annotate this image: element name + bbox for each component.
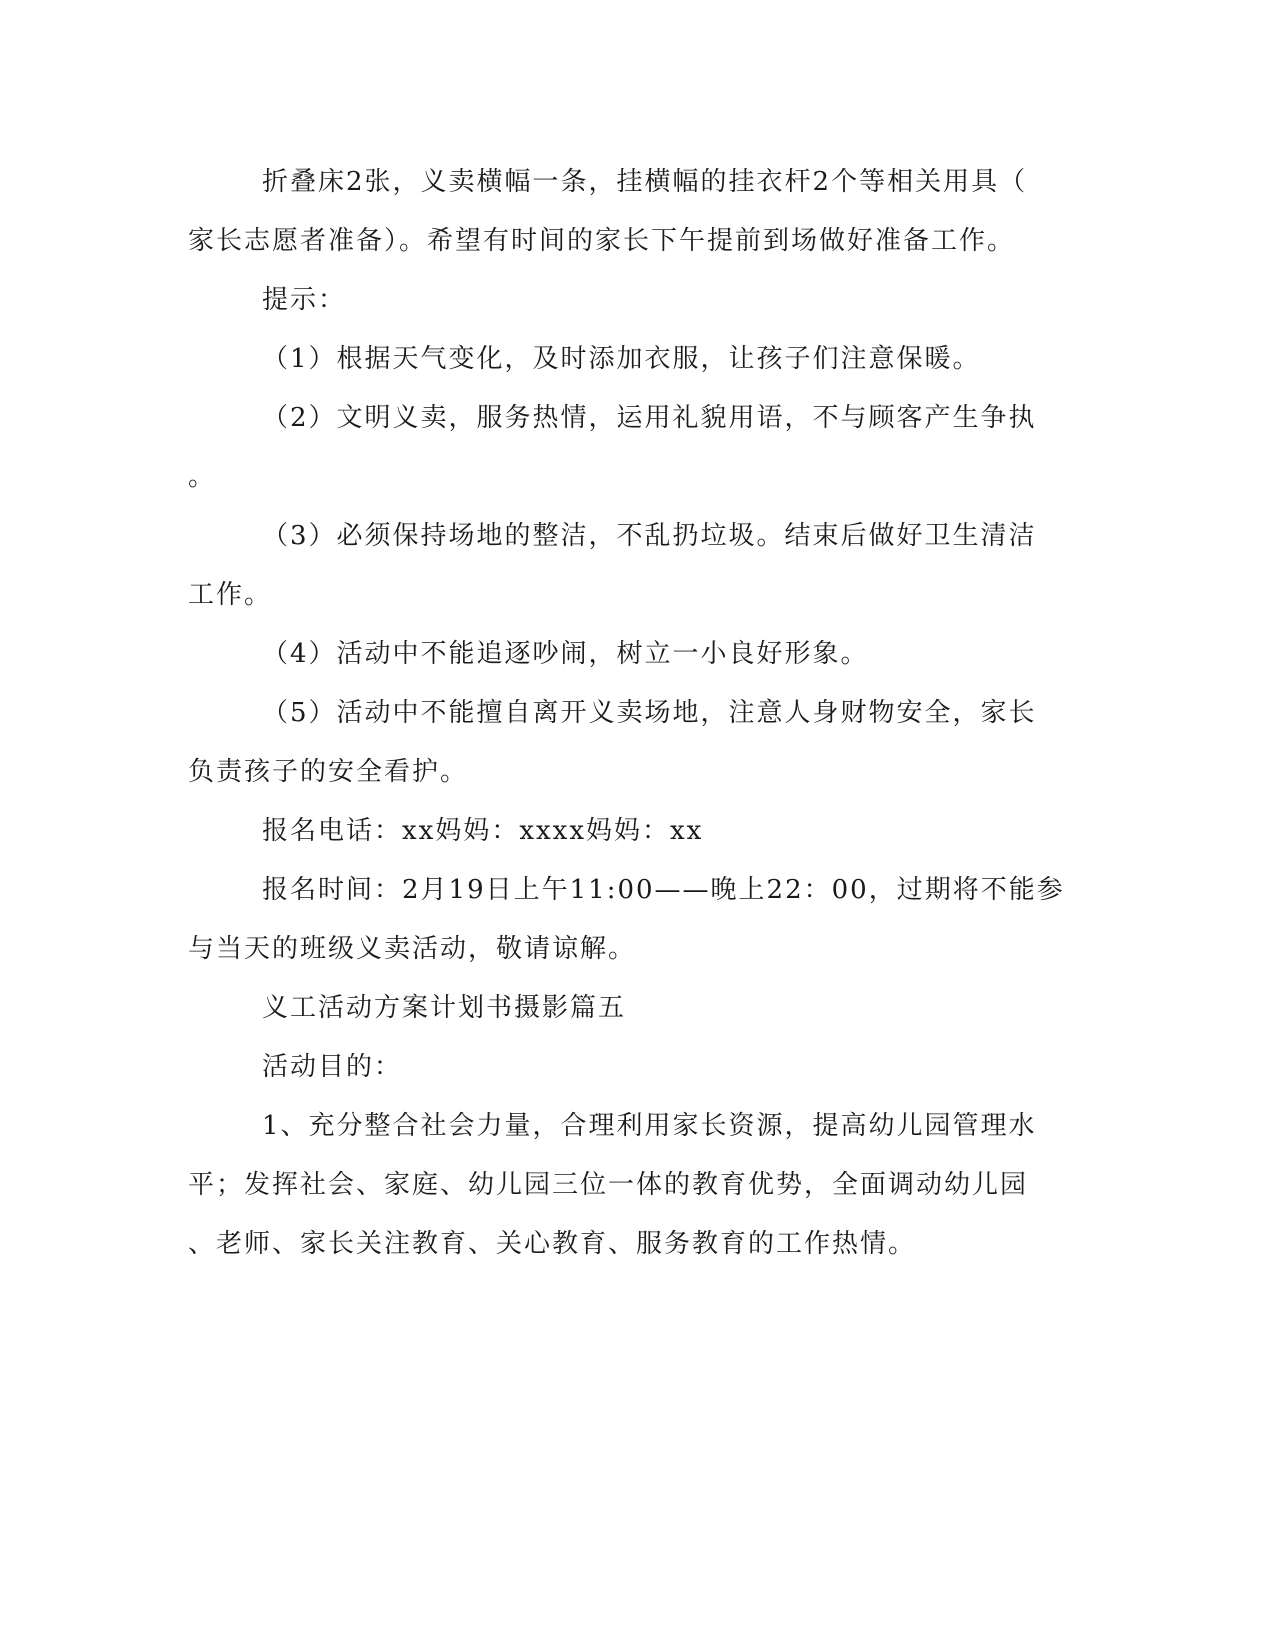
text-line: （4）活动中不能追逐吵闹，树立一小良好形象。: [262, 639, 869, 669]
text-line: 提示：: [262, 285, 347, 315]
text-line: 活动目的：: [262, 1052, 403, 1082]
text-line: 折叠床2张，义卖横幅一条，挂横幅的挂衣杆2个等相关用具（: [262, 167, 1028, 197]
text-line: 报名时间：2月19日上午11:00——晚上22：00，过期将不能参: [262, 875, 1065, 905]
text-line: 、老师、家长关注教育、关心教育、服务教育的工作热情。: [188, 1229, 917, 1259]
text-line: （3）必须保持场地的整洁，不乱扔垃圾。结束后做好卫生清洁: [262, 521, 1037, 551]
text-line: （1）根据天气变化，及时添加衣服，让孩子们注意保暖。: [262, 344, 981, 374]
section-heading: 义工活动方案计划书摄影篇五: [262, 993, 627, 1023]
text-line: （5）活动中不能擅自离开义卖场地，注意人身财物安全，家长: [262, 698, 1037, 728]
text-line: 报名电话：xx妈妈：xxxx妈妈：xx: [262, 816, 704, 846]
text-line: （2）文明义卖，服务热情，运用礼貌用语，不与顾客产生争执: [262, 403, 1037, 433]
text-line: 负责孩子的安全看护。: [188, 757, 469, 787]
text-line: 1、充分整合社会力量，合理利用家长资源，提高幼儿园管理水: [262, 1111, 1037, 1141]
text-line: 与当天的班级义卖活动，敬请谅解。: [188, 934, 637, 964]
text-line: 。: [188, 462, 217, 492]
text-line: 工作。: [188, 580, 273, 610]
text-line: 平；发挥社会、家庭、幼儿园三位一体的教育优势，全面调动幼儿园: [188, 1170, 1029, 1200]
text-line: 家长志愿者准备）。希望有时间的家长下午提前到场做好准备工作。: [188, 226, 1016, 256]
